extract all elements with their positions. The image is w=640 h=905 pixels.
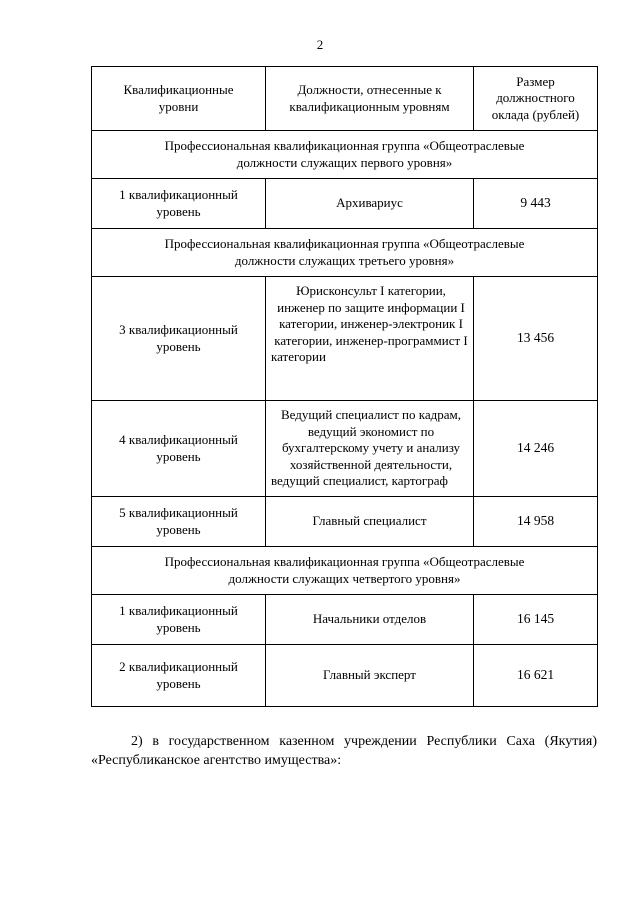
position-cell: Архивариус xyxy=(266,179,474,229)
header-qualification-levels: Квалификационные уровни xyxy=(92,67,266,131)
salary-cell: 16 145 xyxy=(474,595,598,645)
group-title-first-level: Профессиональная квалификационная группа «Общеотраслевые должности служащих первого уровня» xyxy=(92,131,598,179)
salary-cell: 14 246 xyxy=(474,401,598,497)
body-paragraph: 2) в государственном казенном учреждении Республики Саха (Якутия) «Республиканское агентство имущества»: xyxy=(91,734,597,768)
position-cell: Главный специалист xyxy=(266,497,474,547)
table-row xyxy=(92,277,598,401)
salary-cell: 16 621 xyxy=(474,645,598,707)
group-row xyxy=(92,229,598,277)
page-number: 2 xyxy=(316,37,324,52)
salary-table xyxy=(91,66,598,707)
group-row xyxy=(92,131,598,179)
level-cell: 5 квалификационный уровень xyxy=(92,497,266,547)
group-row xyxy=(92,547,598,595)
level-cell: 3 квалификационный уровень xyxy=(92,277,266,401)
table-row xyxy=(92,595,598,645)
table-row xyxy=(92,401,598,497)
table-row xyxy=(92,645,598,707)
position-cell: Юрисконсульт I категории, инженер по защите информации I категории, инженер-электроник I категории, инженер-программист I категории xyxy=(266,277,474,401)
table-row xyxy=(92,179,598,229)
group-title-third-level: Профессиональная квалификационная группа «Общеотраслевые должности служащих третьего уровня» xyxy=(92,229,598,277)
position-cell: Главный эксперт xyxy=(266,645,474,707)
header-salary: Размер должностного оклада (рублей) xyxy=(474,67,598,131)
position-cell: Начальники отделов xyxy=(266,595,474,645)
level-cell: 1 квалификационный уровень xyxy=(92,179,266,229)
level-cell: 4 квалификационный уровень xyxy=(92,401,266,497)
table-header-row xyxy=(92,67,598,131)
group-title-fourth-level: Профессиональная квалификационная группа «Общеотраслевые должности служащих четвертого уровня» xyxy=(92,547,598,595)
salary-cell: 13 456 xyxy=(474,277,598,401)
salary-cell: 14 958 xyxy=(474,497,598,547)
level-cell: 2 квалификационный уровень xyxy=(92,645,266,707)
salary-cell: 9 443 xyxy=(474,179,598,229)
level-cell: 1 квалификационный уровень xyxy=(92,595,266,645)
position-cell: Ведущий специалист по кадрам, ведущий экономист по бухгалтерскому учету и анализу хозяйственной деятельности, ведущий специалист, картограф xyxy=(266,401,474,497)
table-row xyxy=(92,497,598,547)
header-positions: Должности, отнесенные к квалификационным уровням xyxy=(266,67,474,131)
